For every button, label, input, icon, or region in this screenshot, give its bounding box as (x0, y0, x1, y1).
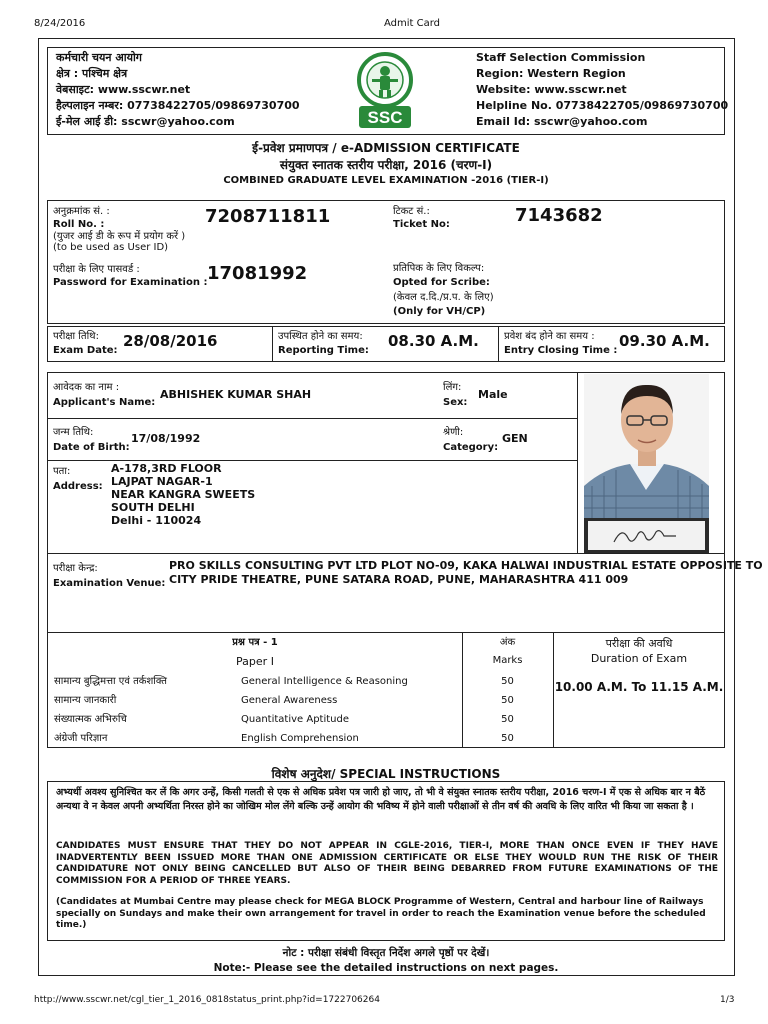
duration-head-en: Duration of Exam (590, 652, 688, 665)
ticket-label-en: Ticket No: (393, 219, 450, 230)
ticket-number: 7143682 (515, 205, 603, 226)
subject-en: Quantitative Aptitude (241, 714, 350, 725)
address-line: NEAR KANGRA SWEETS (111, 488, 256, 501)
subject-hi: अंग्रेजी परिज्ञान (54, 733, 108, 744)
header-hindi (56, 50, 300, 130)
print-date: 8/24/2016 (34, 18, 86, 29)
subject-marks: 50 (501, 695, 514, 706)
dob-label-en: Date of Birth: (53, 442, 130, 453)
table-divider (462, 632, 463, 748)
entry-closing-value: 09.30 A.M. (619, 332, 710, 350)
duration-value: 10.00 A.M. To 11.15 A.M. (554, 680, 724, 694)
reporting-value: 08.30 A.M. (388, 332, 479, 350)
roll-note-en: (to be used as User ID) (53, 242, 169, 253)
subject-en: English Comprehension (241, 733, 359, 744)
address-line: A-178,3RD FLOOR (111, 462, 222, 475)
row-divider (47, 460, 577, 461)
ticket-label-hi: टिकट सं.: (393, 206, 430, 217)
venue-label-hi: परीक्षा केन्द्र: (53, 563, 98, 574)
header-hindi-line: कर्मचारी चयन आयोग (56, 51, 143, 64)
scribe-label-en: Opted for Scribe: (393, 277, 490, 288)
dob-label-hi: जन्म तिथि: (53, 427, 94, 438)
subject-hi: सामान्य बुद्धिमत्ता एवं तर्कशक्ति (54, 676, 167, 687)
scribe-note-en: (Only for VH/CP) (393, 306, 486, 317)
title-line-2: संयुक्त स्नातक स्तरीय परीक्षा, 2016 (चरण-I) (279, 158, 493, 172)
address-line: SOUTH DELHI (111, 501, 195, 514)
subject-marks: 50 (501, 733, 514, 744)
title-line-3: COMBINED GRADUATE LEVEL EXAMINATION -2016 (TIER-I) (223, 175, 549, 186)
schedule-divider (498, 326, 499, 362)
instructions-hindi: अभ्यर्थी अवश्य सुनिश्चित कर लें कि अगर उन्हें, किसी गलती से एक से अधिक प्रवेश पत्र जारी हो जाए, तो भी वे संयुक्त स्नातक स्तरीय परीक्षा, 2016 चरण-I में एक से अधिक बार न बैठें अन्यथा वे न केवल अपनी अभ्यर्थिता निरस्त होने का जोखिम मोल लेंगे बल्कि उन्हें आयोग की भविष्य में होने वाली परीक्षाओं से तीन वर्ष की अवधि के लिए वारित भी किया जा सकता है । (56, 787, 706, 812)
header-english-line: Staff Selection Commission (476, 51, 646, 64)
address-label-en: Address: (53, 481, 103, 492)
password-label-hi: परीक्षा के लिए पासवर्ड : (53, 264, 140, 275)
schedule-divider (272, 326, 273, 362)
title-line-1: ई-प्रवेश प्रमाणपत्र / e-ADMISSION CERTIFICATE (252, 141, 520, 155)
header-hindi-line: ई-मेल आई डी: sscwr@yahoo.com (56, 115, 235, 128)
instructions-mumbai: (Candidates at Mumbai Centre may please check for MEGA BLOCK Programme of Western, Central and harbour line of Railways specially on Sundays and make their own arrangement for travel in order to reach the Examination venue before the scheduled time.) (56, 897, 706, 930)
reporting-label-hi: उपस्थित होने का समय: (278, 331, 363, 342)
note-en: Note:- Please see the detailed instructions on next pages. (213, 962, 559, 974)
subject-hi: संख्यात्मक अभिरुचि (54, 714, 127, 725)
address-line: Delhi - 110024 (111, 514, 202, 527)
address-line: LAJPAT NAGAR-1 (111, 475, 213, 488)
exam-date-label-en: Exam Date: (53, 345, 118, 356)
header-english (476, 50, 728, 130)
instructions-english: CANDIDATES MUST ENSURE THAT THEY DO NOT APPEAR IN CGLE-2016, TIER-I, MORE THAN ONCE EVEN IF THEY HAVE INADVERTENTLY BEEN ISSUED MORE THAN ONE ADMISSION CERTIFICATE OR ELSE THEY WOULD RUN THE RISK OF THEIR CANDIDATURE NOT ONLY BEING CANCELLED BUT ALSO OF THEIR BEING DEBARRED FROM FUTURE EXAMINATIONS OF THE COMMISSION FOR A PERIOD OF THREE YEARS. (56, 841, 718, 886)
category-label-en: Category: (443, 442, 499, 453)
sex-label-en: Sex: (443, 397, 468, 408)
roll-note-hi: (युजर आई डी के रूप में प्रयोग करें ) (53, 231, 186, 242)
entry-closing-label-hi: प्रवेश बंद होने का समय : (504, 331, 595, 342)
instructions-title: विशेष अनुदेश/ SPECIAL INSTRUCTIONS (271, 767, 501, 781)
header-hindi-line: वेबसाइट: www.sscwr.net (56, 83, 191, 96)
header-english-line: Region: Western Region (476, 67, 626, 80)
password-value: 17081992 (207, 263, 308, 284)
subject-en: General Intelligence & Reasoning (241, 676, 408, 687)
duration-head-hi: परीक्षा की अवधि (605, 637, 673, 650)
venue-line-2: CITY PRIDE THEATRE, PUNE SATARA ROAD, PUNE, MAHARASHTRA 411 009 (169, 573, 629, 586)
venue-label-en: Examination Venue: (53, 578, 166, 589)
row-divider (47, 418, 577, 419)
roll-label-hi: अनुक्रमांक सं. : (53, 206, 110, 217)
roll-label-en: Roll No. : (53, 219, 105, 230)
sex-value: Male (478, 388, 508, 401)
dob-value: 17/08/1992 (131, 432, 201, 445)
subject-en: General Awareness (241, 695, 338, 706)
exam-date-label-hi: परीक्षा तिथि: (53, 331, 99, 342)
header-hindi-line: क्षेत्र : पश्चिम क्षेत्र (56, 67, 128, 80)
ssc-logo-text: SSC (367, 108, 403, 127)
header-hindi-line: हैल्पलाइन नम्बर: 07738422705/09869730700 (56, 99, 300, 112)
paper-head-en: Paper I (236, 655, 274, 668)
password-label-en: Password for Examination : (53, 277, 208, 288)
note-hi: नोट : परीक्षा संबंधी विस्तृत निर्देश अगले पृष्ठों पर देखें। (282, 947, 490, 959)
marks-head-en: Marks (492, 655, 523, 666)
marks-head-hi: अंक (499, 637, 516, 648)
scribe-note-hi: (केवल द.दि./प्र.प. के लिए) (393, 292, 494, 303)
roll-number: 7208711811 (205, 206, 331, 227)
reporting-label-en: Reporting Time: (278, 345, 369, 356)
entry-closing-label-en: Entry Closing Time : (504, 345, 618, 356)
applicant-name: ABHISHEK KUMAR SHAH (160, 388, 312, 401)
category-label-hi: श्रेणी: (443, 427, 464, 438)
header-english-line: Email Id: sscwr@yahoo.com (476, 115, 648, 128)
applicant-signature (584, 518, 709, 553)
print-page-number: 1/3 (720, 995, 735, 1005)
sex-label-hi: लिंग: (443, 382, 462, 393)
applicant-photo (584, 374, 709, 518)
subject-marks: 50 (501, 714, 514, 725)
print-url: http://www.sscwr.net/cgl_tier_1_2016_0818status_print.php?id=1722706264 (34, 995, 380, 1005)
address-label-hi: पता: (53, 466, 71, 477)
subject-marks: 50 (501, 676, 514, 687)
venue-line-1: PRO SKILLS CONSULTING PVT LTD PLOT NO-09, KAKA HALWAI INDUSTRIAL ESTATE OPPOSITE TO (169, 559, 763, 572)
name-label-hi: आवेदक का नाम : (53, 382, 120, 393)
exam-date-value: 28/08/2016 (123, 332, 218, 350)
subject-hi: सामान्य जानकारी (54, 695, 117, 706)
credentials-box (47, 200, 725, 324)
header-english-line: Website: www.sscwr.net (476, 83, 627, 96)
scribe-label-hi: प्रतिपिक के लिए विकल्प: (393, 263, 485, 274)
ssc-logo (352, 50, 418, 132)
name-label-en: Applicant's Name: (53, 397, 156, 408)
row-divider (47, 553, 725, 554)
paper-head-hi: प्रश्न पत्र - 1 (232, 637, 278, 648)
header-english-line: Helpline No. 07738422705/09869730700 (476, 99, 729, 112)
category-value: GEN (502, 432, 528, 445)
certificate-title (47, 140, 725, 187)
address-value (111, 462, 255, 527)
photo-divider (577, 372, 578, 553)
print-title: Admit Card (384, 18, 441, 29)
